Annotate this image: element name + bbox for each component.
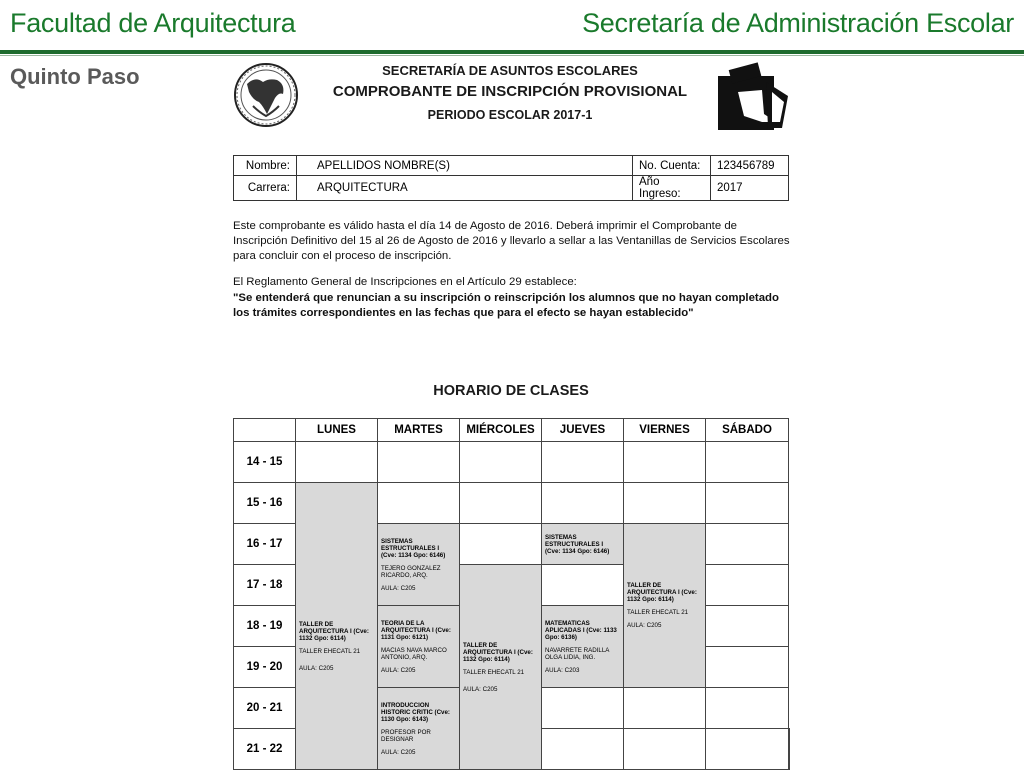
class-teacher: NAVARRETE RADILLA OLGA LIDIA, ING. <box>545 646 610 661</box>
class-room: AULA: C205 <box>381 666 416 674</box>
class-room: AULA: C205 <box>381 584 416 592</box>
day-header: MIÉRCOLES <box>460 419 542 442</box>
nombre-label: Nombre: <box>234 156 297 176</box>
schedule-cell <box>624 483 706 524</box>
schedule-cell <box>706 688 789 729</box>
schedule-cell <box>706 647 789 688</box>
schedule-cell <box>378 442 460 483</box>
class-title: SISTEMAS ESTRUCTURALES I (Cve: 1134 Gpo: 6146) <box>545 533 610 555</box>
class-teacher: TEJERO GONZALEZ RICARDO, ARQ. <box>381 564 441 579</box>
day-header: JUEVES <box>542 419 624 442</box>
schedule-cell <box>706 524 789 565</box>
class-title: TALLER DE ARQUITECTURA I (Cve: 1132 Gpo: 6114) <box>463 641 533 663</box>
corner-cell <box>234 419 296 442</box>
class-title: TEORIA DE LA ARQUITECTURA I (Cve: 1131 Gpo: 6121) <box>381 619 451 641</box>
time-slot: 21 - 22 <box>234 729 296 770</box>
class-teacher: TALLER EHECATL 21 <box>627 609 689 616</box>
schedule-title: HORARIO DE CLASES <box>433 383 589 399</box>
class-block-viernes <box>624 524 706 688</box>
time-slot: 20 - 21 <box>234 688 296 729</box>
schedule-cell <box>460 483 542 524</box>
schedule-cell <box>542 729 624 770</box>
class-title: TALLER DE ARQUITECTURA I (Cve: 1132 Gpo: 6114) <box>299 620 369 642</box>
schedule-cell <box>542 483 624 524</box>
class-title: SISTEMAS ESTRUCTURALES I (Cve: 1134 Gpo: 6146) <box>381 537 446 559</box>
faculty-logo-icon <box>716 62 792 132</box>
schedule-cell <box>706 606 789 647</box>
schedule-cell <box>706 729 789 770</box>
cuenta-value: 123456789 <box>711 156 789 176</box>
day-header: MARTES <box>378 419 460 442</box>
time-slot: 19 - 20 <box>234 647 296 688</box>
header-divider-thin <box>0 55 1024 56</box>
schedule-cell <box>460 442 542 483</box>
day-header: LUNES <box>296 419 378 442</box>
class-block-martes-3 <box>378 688 460 770</box>
class-room: AULA: C205 <box>381 748 416 756</box>
time-slot: 17 - 18 <box>234 565 296 606</box>
secretariat-title: Secretaría de Administración Escolar <box>582 8 1014 38</box>
day-header: VIERNES <box>624 419 706 442</box>
schedule-cell <box>542 442 624 483</box>
doc-period: PERIODO ESCOLAR 2017-1 <box>427 108 593 122</box>
student-info-table <box>233 155 789 201</box>
doc-office-title: SECRETARÍA DE ASUNTOS ESCOLARES <box>382 63 638 78</box>
nombre-value: APELLIDOS NOMBRE(S) <box>297 156 633 176</box>
class-room: AULA: C205 <box>299 664 334 672</box>
ingreso-label: Año Ingreso: <box>633 176 711 201</box>
schedule-cell <box>706 442 789 483</box>
university-seal-icon <box>233 62 299 128</box>
class-title: INTRODUCCION HISTORIC CRITIC (Cve: 1130 Gpo: 6143) <box>381 701 450 723</box>
class-title: TALLER DE ARQUITECTURA I (Cve: 1132 Gpo: 6114) <box>627 582 697 603</box>
regulation-quote: "Se entenderá que renuncian a su inscripción o reinscripción los alumnos que no hayan completado los trámites correspondientes en las fechas que para el efecto se hayan establecido" <box>233 292 779 319</box>
schedule-cell <box>542 565 624 606</box>
schedule-cell <box>460 524 542 565</box>
cuenta-label: No. Cuenta: <box>633 156 711 176</box>
ingreso-value: 2017 <box>711 176 789 201</box>
time-slot: 14 - 15 <box>234 442 296 483</box>
class-teacher: MACIAS NAVA MARCO ANTONIO, ARQ. <box>381 646 447 661</box>
class-title: MATEMATICAS APLICADAS I (Cve: 1133 Gpo: 6136) <box>545 619 617 641</box>
schedule-cell <box>624 442 706 483</box>
schedule-cell <box>706 565 789 606</box>
step-label: Quinto Paso <box>10 64 140 89</box>
class-teacher: TALLER EHECATL 21 <box>299 647 361 655</box>
class-teacher: TALLER EHECATL 21 <box>463 668 525 676</box>
time-slot: 18 - 19 <box>234 606 296 647</box>
day-header: SÁBADO <box>706 419 789 442</box>
schedule-cell <box>542 688 624 729</box>
time-slot: 15 - 16 <box>234 483 296 524</box>
carrera-value: ARQUITECTURA <box>297 176 633 201</box>
class-room: AULA: C205 <box>627 622 662 629</box>
schedule-cell <box>378 483 460 524</box>
carrera-label: Carrera: <box>234 176 297 201</box>
schedule-cell <box>624 688 706 729</box>
class-block-martes-2 <box>378 606 460 688</box>
header-divider <box>0 50 1024 54</box>
class-block-lunes <box>296 483 378 770</box>
validity-paragraph: Este comprobante es válido hasta el día 14 de Agosto de 2016. Deberá imprimir el Comprobante de Inscripción Definitivo del 15 al 26 de Agosto de 2016 y llevarlo a sellar a las Ventanillas de Servicios Escolares para concluir con el proceso de inscripción. <box>233 220 790 262</box>
class-block-jueves-2 <box>542 606 624 688</box>
class-block-jueves-1 <box>542 524 624 565</box>
schedule-cell <box>706 483 789 524</box>
regulation-paragraph: El Reglamento General de Inscripciones en el Artículo 29 establece: <box>233 276 577 288</box>
class-room: AULA: C203 <box>545 666 580 674</box>
class-block-martes-1 <box>378 524 460 606</box>
class-room: AULA: C205 <box>463 685 498 693</box>
schedule-cell <box>789 729 790 770</box>
class-block-miercoles <box>460 565 542 770</box>
schedule-cell <box>624 729 706 770</box>
doc-main-title: COMPROBANTE DE INSCRIPCIÓN PROVISIONAL <box>332 83 688 100</box>
schedule-table <box>233 418 790 770</box>
schedule-cell <box>296 442 378 483</box>
class-teacher: PROFESOR POR DESIGNAR <box>381 728 431 743</box>
time-slot: 16 - 17 <box>234 524 296 565</box>
faculty-title: Facultad de Arquitectura <box>10 8 296 38</box>
